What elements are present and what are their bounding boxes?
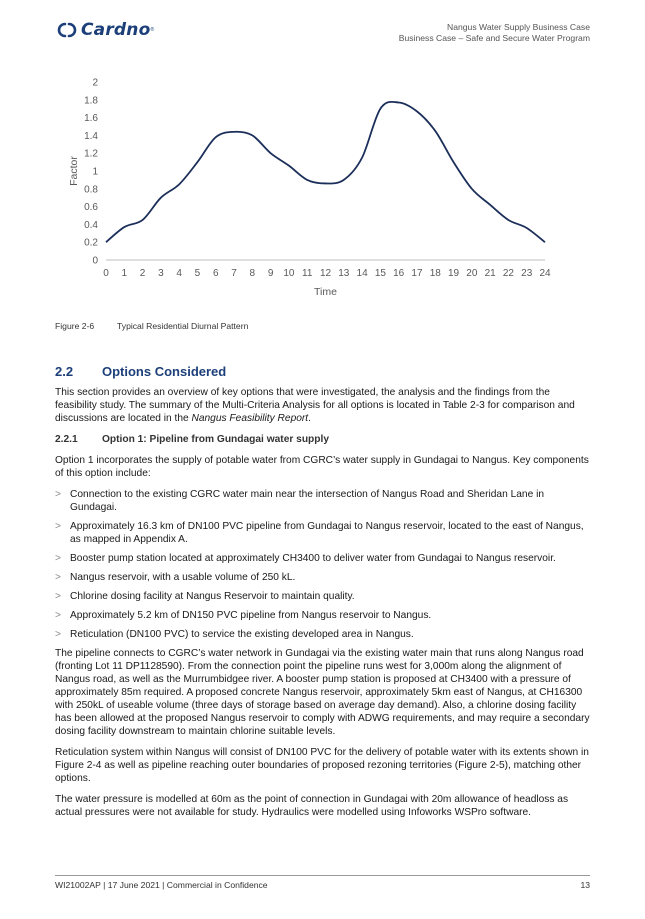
- y-tick-label: 0.4: [84, 219, 98, 231]
- reticulation-paragraph: Reticulation system within Nangus will consist of DN100 PVC for the delivery of potable water with its extents shown in Figure 2-4 as well as pipeline reaching outer boundaries of proposed rezoning territories (Figure 2-5), matching other options.: [55, 747, 589, 784]
- factor-series-line: [106, 102, 545, 242]
- y-tick-label: 0.2: [84, 237, 98, 249]
- y-tick-label: 1.4: [84, 130, 98, 142]
- subsection-title: Option 1: Pipeline from Gundagai water supply: [102, 434, 329, 445]
- logo-registered-mark: ®: [150, 27, 155, 33]
- figure-number: Figure 2-6: [55, 321, 95, 331]
- body-content: [55, 386, 591, 827]
- x-tick-label: 8: [249, 268, 256, 279]
- x-tick-label: 15: [374, 268, 386, 279]
- bullet-chevron-icon: >: [55, 521, 61, 532]
- bullet-chevron-icon: >: [55, 610, 61, 621]
- bullet-chevron-icon: >: [55, 572, 61, 583]
- x-tick-label: 23: [521, 268, 533, 279]
- x-tick-label: 16: [393, 268, 405, 279]
- components-list: [55, 488, 591, 641]
- y-tick-label: 1.2: [84, 148, 98, 160]
- y-tick-label: 0: [92, 255, 98, 267]
- x-tick-label: 24: [539, 268, 551, 279]
- subsection-heading: [55, 433, 591, 446]
- x-tick-label: 20: [466, 268, 478, 279]
- list-item: [55, 609, 591, 622]
- logo-text: Cardno: [81, 20, 151, 40]
- y-tick-label: 0.6: [84, 202, 98, 214]
- y-axis-label: Factor: [68, 156, 80, 186]
- option-intro-paragraph: Option 1 incorporates the supply of potable water from CGRC’s water supply in Gundagai to Nangus. Key components of this option include:: [55, 455, 589, 479]
- intro-text-end: .: [308, 413, 311, 424]
- footer-divider: [55, 875, 590, 876]
- bullet-chevron-icon: >: [55, 629, 61, 640]
- figure-caption: [55, 321, 248, 331]
- list-item-text: Reticulation (DN100 PVC) to service the existing developed area in Nangus.: [70, 629, 414, 640]
- x-tick-label: 12: [319, 268, 332, 279]
- figure-caption-text: Typical Residential Diurnal Pattern: [117, 321, 249, 331]
- list-item: [55, 488, 591, 514]
- diurnal-pattern-chart: [60, 70, 560, 302]
- pressure-paragraph: The water pressure is modelled at 60m as the point of connection in Gundagai with 20m allowance of headloss as actual pressures were not available for study. Hydraulics were modelled using Infoworks WSPro software.: [55, 794, 569, 818]
- bullet-chevron-icon: >: [55, 489, 61, 500]
- y-tick-label: 0.8: [84, 184, 98, 196]
- x-tick-label: 7: [231, 268, 237, 279]
- x-tick-label: 3: [158, 268, 164, 279]
- subsection-number: 2.2.1: [55, 434, 78, 445]
- x-tick-label: 17: [411, 268, 423, 279]
- list-item-text: Nangus reservoir, with a usable volume of 250 kL.: [70, 572, 296, 583]
- x-tick-label: 6: [212, 268, 219, 279]
- company-logo: [56, 20, 154, 40]
- x-tick-label: 1: [121, 268, 128, 279]
- section-number: 2.2: [55, 364, 74, 379]
- x-tick-label: 13: [338, 268, 350, 279]
- bullet-chevron-icon: >: [55, 553, 61, 564]
- y-tick-label: 2: [92, 77, 98, 89]
- cardno-logo-icon: [56, 22, 78, 38]
- page-number: 13: [580, 880, 590, 890]
- x-tick-label: 18: [429, 268, 441, 279]
- list-item: [55, 552, 591, 565]
- list-item-text: Approximately 5.2 km of DN150 PVC pipeline from Nangus reservoir to Nangus.: [70, 610, 432, 621]
- pipeline-paragraph: The pipeline connects to CGRC’s water network in Gundagai via the existing water main that runs along Nangus road (fronting Lot 11 DP1128590). From the connection point the pipeline runs west for 3,000m along the alignment of Nangus road, as well as the Murrumbidgee river. A booster pump station is proposed at CH3400 with a pressure of approximately 85m required. A proposed concrete Nangus reservoir, approximately 5km east of Nangus, at CH16300 with 250kL of useable volume (three days of storage based on average day demand). Also, a chlorine dosing facility has been allowed at the proposed Nangus reservoir to comply with ADWG requirements, and may require a secondary dosing facility downstream to maintain chlorine suitable levels.: [55, 648, 590, 737]
- section-title: Options Considered: [102, 364, 227, 379]
- x-tick-label: 11: [302, 268, 313, 279]
- list-item: [55, 590, 591, 603]
- list-item: [55, 571, 591, 584]
- x-tick-label: 4: [176, 268, 182, 279]
- header-title-line2: Business Case – Safe and Secure Water Program: [398, 33, 590, 43]
- section-heading: [55, 364, 226, 379]
- x-tick-label: 5: [194, 268, 201, 279]
- document-header: [399, 22, 590, 44]
- feasibility-report-ref: Nangus Feasibility Report: [191, 413, 309, 424]
- x-axis-label: Time: [314, 286, 337, 298]
- list-item-text: Approximately 16.3 km of DN100 PVC pipeline from Gundagai to Nangus reservoir, located to the east of Nangus, as mapped in Appendix A.: [70, 521, 584, 545]
- bullet-chevron-icon: >: [55, 591, 61, 602]
- x-tick-label: 21: [484, 268, 496, 279]
- list-item-text: Booster pump station located at approximately CH3400 to deliver water from Gundagai to Nangus reservoir.: [70, 553, 556, 564]
- x-tick-label: 22: [502, 268, 514, 279]
- x-tick-label: 0: [103, 268, 109, 279]
- list-item: [55, 628, 591, 641]
- x-tick-label: 14: [356, 268, 368, 279]
- intro-paragraph: [55, 386, 591, 425]
- y-tick-label: 1.6: [84, 113, 98, 125]
- intro-text: This section provides an overview of key options that were investigated, the analysis and the findings from the feasibility study. The summary of the Multi-Criteria Analysis for all options is located in Table 2-3 for comparison and discussions are located in the: [55, 387, 575, 424]
- y-tick-label: 1.8: [84, 95, 98, 107]
- list-item-text: Chlorine dosing facility at Nangus Reservoir to maintain quality.: [70, 591, 355, 602]
- x-tick-label: 2: [139, 268, 146, 279]
- footer-text: WI21002AP | 17 June 2021 | Commercial in Confidence: [55, 880, 268, 890]
- header-title-line1: Nangus Water Supply Business Case: [447, 22, 590, 32]
- x-tick-label: 19: [447, 268, 460, 279]
- list-item-text: Connection to the existing CGRC water main near the intersection of Nangus Road and Sheridan Lane in Gundagai.: [70, 489, 544, 513]
- x-tick-label: 10: [283, 268, 295, 279]
- y-tick-label: 1: [92, 166, 98, 178]
- x-tick-label: 9: [267, 268, 274, 279]
- list-item: [55, 520, 591, 546]
